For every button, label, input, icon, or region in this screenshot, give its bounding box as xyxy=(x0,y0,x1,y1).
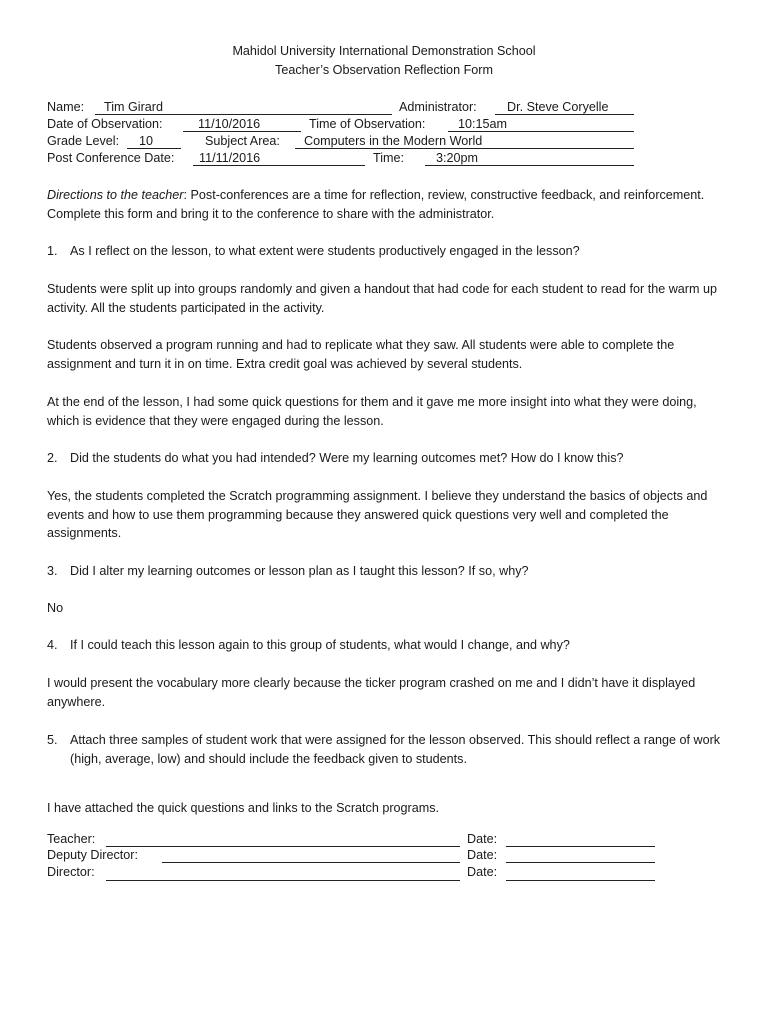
time-label: Time: xyxy=(373,151,405,165)
date-observation-label: Date of Observation: xyxy=(47,117,163,131)
answer-paragraph: At the end of the lesson, I had some quick questions for them and it gave me more insight into what they were doing, which is evidence that they were engaged during the lesson. xyxy=(47,395,697,428)
administrator-underline xyxy=(495,114,634,115)
teacher-signature-line[interactable] xyxy=(106,846,460,847)
directions-paragraph xyxy=(47,186,727,223)
answer-paragraph: Students observed a program running and had to replicate what they saw. All students were able to complete the assignment and turn it in on time. Extra credit goal was achieved by several students. xyxy=(47,338,675,371)
post-conference-date-underline xyxy=(193,165,365,166)
question-text: If I could teach this lesson again to this group of students, what would I change, and why? xyxy=(70,638,570,652)
question-number: 4. xyxy=(47,638,58,652)
subject-area-value: Computers in the Modern World xyxy=(304,134,483,148)
date-observation-underline xyxy=(183,131,301,132)
question-text: Did I alter my learning outcomes or lesson plan as I taught this lesson? If so, why? xyxy=(70,564,529,578)
date-observation-value: 11/10/2016 xyxy=(198,117,261,131)
question-text: Did the students do what you had intended? Were my learning outcomes met? How do I know this? xyxy=(70,451,624,465)
grade-level-underline xyxy=(127,148,181,149)
question-number: 5. xyxy=(47,733,58,747)
director-signature-label: Director: xyxy=(47,865,95,879)
administrator-label: Administrator: xyxy=(399,100,477,114)
director-signature-line[interactable] xyxy=(106,880,460,881)
subject-area-label: Subject Area: xyxy=(205,134,280,148)
time-observation-label: Time of Observation: xyxy=(309,117,426,131)
teacher-signature-label: Teacher: xyxy=(47,832,96,846)
question-number: 1. xyxy=(47,244,58,258)
directions-text: : Post-conferences are a time for reflection, review, constructive feedback, and reinforcement. Complete this form and bring it to the conference to share with the administrator. xyxy=(47,188,705,221)
administrator-value: Dr. Steve Coryelle xyxy=(507,100,609,114)
director-date-label: Date: xyxy=(467,865,498,879)
name-underline xyxy=(95,114,392,115)
answer-paragraph: No xyxy=(47,601,64,615)
deputy-director-date-label: Date: xyxy=(467,848,498,862)
school-name: Mahidol University International Demonstration School xyxy=(232,44,536,58)
time-value: 3:20pm xyxy=(436,151,479,165)
answer-paragraph: Yes, the students completed the Scratch programming assignment. I believe they understand the basics of objects and events and how to use them programming because they answered quick questions very well and completed the assignments. xyxy=(47,489,708,540)
directions-lead: Directions to the teacher xyxy=(47,188,184,202)
question-text: As I reflect on the lesson, to what extent were students productively engaged in the lesson? xyxy=(70,244,580,258)
grade-level-value: 10 xyxy=(139,134,154,148)
closing-statement: I have attached the quick questions and links to the Scratch programs. xyxy=(47,801,440,815)
question-text: Attach three samples of student work that were assigned for the lesson observed. This should reflect a range of work (high, average, low) and should include the feedback given to students. xyxy=(70,733,721,766)
deputy-director-date-line[interactable] xyxy=(506,862,655,863)
answer-paragraph: I would present the vocabulary more clearly because the ticker program crashed on me and I didn’t have it displayed anywhere. xyxy=(47,676,696,709)
teacher-date-label: Date: xyxy=(467,832,498,846)
time-observation-value: 10:15am xyxy=(458,117,508,131)
time-observation-underline xyxy=(448,131,634,132)
deputy-director-signature-label: Deputy Director: xyxy=(47,848,138,862)
time-underline xyxy=(425,165,634,166)
subject-area-underline xyxy=(295,148,634,149)
post-conference-date-value: 11/11/2016 xyxy=(199,151,261,165)
question-number: 3. xyxy=(47,564,58,578)
name-value: Tim Girard xyxy=(104,100,164,114)
teacher-date-line[interactable] xyxy=(506,846,655,847)
grade-level-label: Grade Level: xyxy=(47,134,120,148)
question-number: 2. xyxy=(47,451,58,465)
post-conference-date-label: Post Conference Date: xyxy=(47,151,175,165)
director-date-line[interactable] xyxy=(506,880,655,881)
form-title: Teacher’s Observation Reflection Form xyxy=(275,63,493,77)
deputy-director-signature-line[interactable] xyxy=(162,862,460,863)
name-label: Name: xyxy=(47,100,85,114)
answer-paragraph: Students were split up into groups randomly and given a handout that had code for each student to read for the warm up activity. All the students participated in the activity. xyxy=(47,282,717,315)
